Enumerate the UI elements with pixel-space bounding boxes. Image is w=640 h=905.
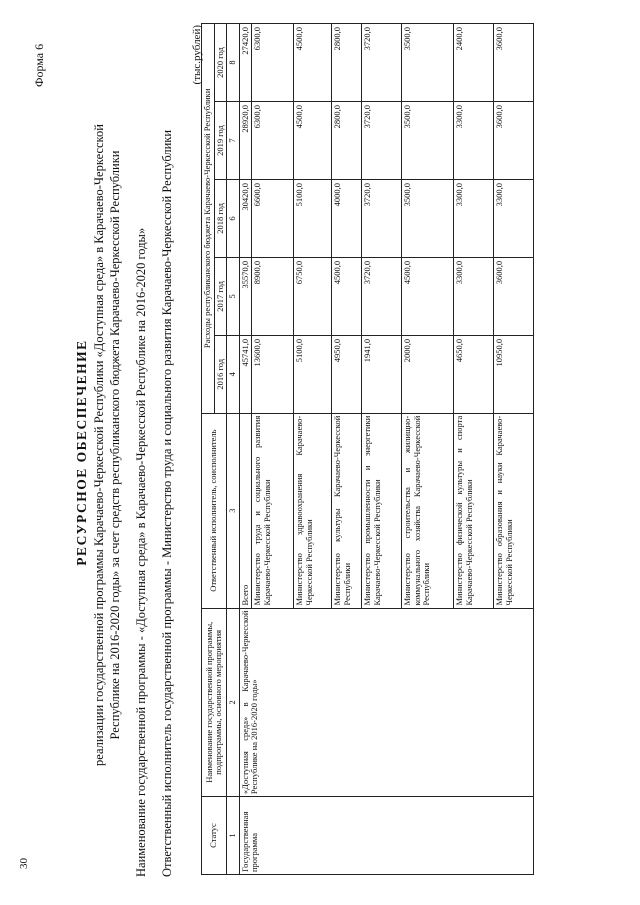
value-cell: 3300,0: [454, 179, 494, 257]
total-value-cell: 35570,0: [239, 257, 252, 335]
value-cell: 3720,0: [362, 257, 402, 335]
value-cell: 6750,0: [294, 257, 332, 335]
responsible-executor-line: Ответственный исполнитель государственной программы - Министерство труда и социального развития Карачаево-Черкесской Республики: [160, 129, 174, 877]
value-cell: 3300,0: [454, 257, 494, 335]
header-name: Наименование государственной программы, подпрограммы, основного мероприятия: [202, 608, 227, 797]
total-label-cell: Всего: [239, 413, 252, 608]
value-cell: 4650,0: [454, 335, 494, 413]
executor-cell: Министерство строительства и жилищно-коммунального хозяйства Карачаево-Черкесской Республики: [402, 413, 454, 608]
header-expenses: Расходы республиканского бюджета Карачаево-Черкесской Республики: [202, 24, 215, 414]
unit-label: (тыс.рублей): [191, 25, 203, 85]
header-status: Статус: [202, 797, 227, 875]
column-number: 5: [227, 257, 240, 335]
value-cell: 4500,0: [294, 24, 332, 102]
value-cell: 2800,0: [332, 24, 362, 102]
total-value-cell: 27420,0: [239, 24, 252, 102]
value-cell: 1941,0: [362, 335, 402, 413]
value-cell: 6300,0: [252, 102, 294, 180]
header-row-1: [202, 24, 215, 875]
column-number: 8: [227, 24, 240, 102]
value-cell: 10950,0: [494, 335, 534, 413]
value-cell: 8900,0: [252, 257, 294, 335]
value-cell: 4000,0: [332, 179, 362, 257]
column-number: 6: [227, 179, 240, 257]
document-title: РЕСУРСНОЕ ОБЕСПЕЧЕНИЕ: [74, 339, 89, 566]
page-number: 30: [18, 858, 30, 869]
value-cell: 3600,0: [494, 102, 534, 180]
executor-cell: Министерство здравоохранения Карачаево-Черкесской Республики: [294, 413, 332, 608]
executor-cell: Министерство физической культуры и спорта Карачаево-Черкесской Республики: [454, 413, 494, 608]
value-cell: 3600,0: [494, 257, 534, 335]
header-year: 2020 год: [214, 24, 227, 102]
value-cell: 3500,0: [402, 179, 454, 257]
value-cell: 4500,0: [402, 257, 454, 335]
value-cell: 3720,0: [362, 24, 402, 102]
document-subtitle-line-2: Республике на 2016-2020 годы» за счет средств республиканского бюджета Карачаево-Черкесской Республики: [108, 150, 122, 740]
value-cell: 3500,0: [402, 102, 454, 180]
header-executor: Ответственный исполнитель, соисполнитель: [202, 413, 227, 608]
header-year: 2016 год: [214, 335, 227, 413]
value-cell: 3720,0: [362, 179, 402, 257]
table-row-total: [239, 24, 252, 875]
executor-cell: Министерство труда и социального развития Карачаево-Черкесской Республики: [252, 413, 294, 608]
value-cell: 3500,0: [402, 24, 454, 102]
value-cell: 5100,0: [294, 179, 332, 257]
total-value-cell: 28920,0: [239, 102, 252, 180]
value-cell: 2800,0: [332, 102, 362, 180]
header-year: 2018 год: [214, 179, 227, 257]
column-number: 4: [227, 335, 240, 413]
value-cell: 3300,0: [494, 179, 534, 257]
header-year: 2019 год: [214, 102, 227, 180]
header-year: 2017 год: [214, 257, 227, 335]
value-cell: 6300,0: [252, 24, 294, 102]
document-subtitle-line-1: реализации государственной программы Карачаево-Черкесской Республики «Доступная среда» в Карачаево-Черкесской: [92, 124, 106, 766]
value-cell: 2000,0: [402, 335, 454, 413]
total-value-cell: 45741,0: [239, 335, 252, 413]
column-number: 2: [227, 608, 240, 797]
status-cell: Государственная программа: [239, 797, 534, 875]
value-cell: 5100,0: [294, 335, 332, 413]
column-number: 7: [227, 102, 240, 180]
value-cell: 3300,0: [454, 102, 494, 180]
program-name-cell: «Доступная среда» в Карачаево-Черкесской Республике на 2016-2020 годы»: [239, 608, 534, 797]
total-value-cell: 30420,0: [239, 179, 252, 257]
value-cell: 4500,0: [294, 102, 332, 180]
executor-cell: Министерство культуры Карачаево-Черкесской Республики: [332, 413, 362, 608]
header-row-numbers: [227, 24, 240, 875]
executor-cell: Министерство промышленности и энергетики Карачаево-Черкесской Республики: [362, 413, 402, 608]
form-label: Форма 6: [32, 43, 46, 87]
program-name-line: Наименование государственной программы - «Доступная среда» в Карачаево-Черкесской Республике на 2016-2020 годы»: [134, 227, 148, 877]
value-cell: 13600,0: [252, 335, 294, 413]
value-cell: 3600,0: [494, 24, 534, 102]
value-cell: 2400,0: [454, 24, 494, 102]
value-cell: 6600,0: [252, 179, 294, 257]
value-cell: 3720,0: [362, 102, 402, 180]
column-number: 3: [227, 413, 240, 608]
value-cell: 4500,0: [332, 257, 362, 335]
value-cell: 4950,0: [332, 335, 362, 413]
resource-table: [201, 23, 534, 875]
column-number: 1: [227, 797, 240, 875]
executor-cell: Министерство образования и науки Карачаево-Черкесской Республики: [494, 413, 534, 608]
